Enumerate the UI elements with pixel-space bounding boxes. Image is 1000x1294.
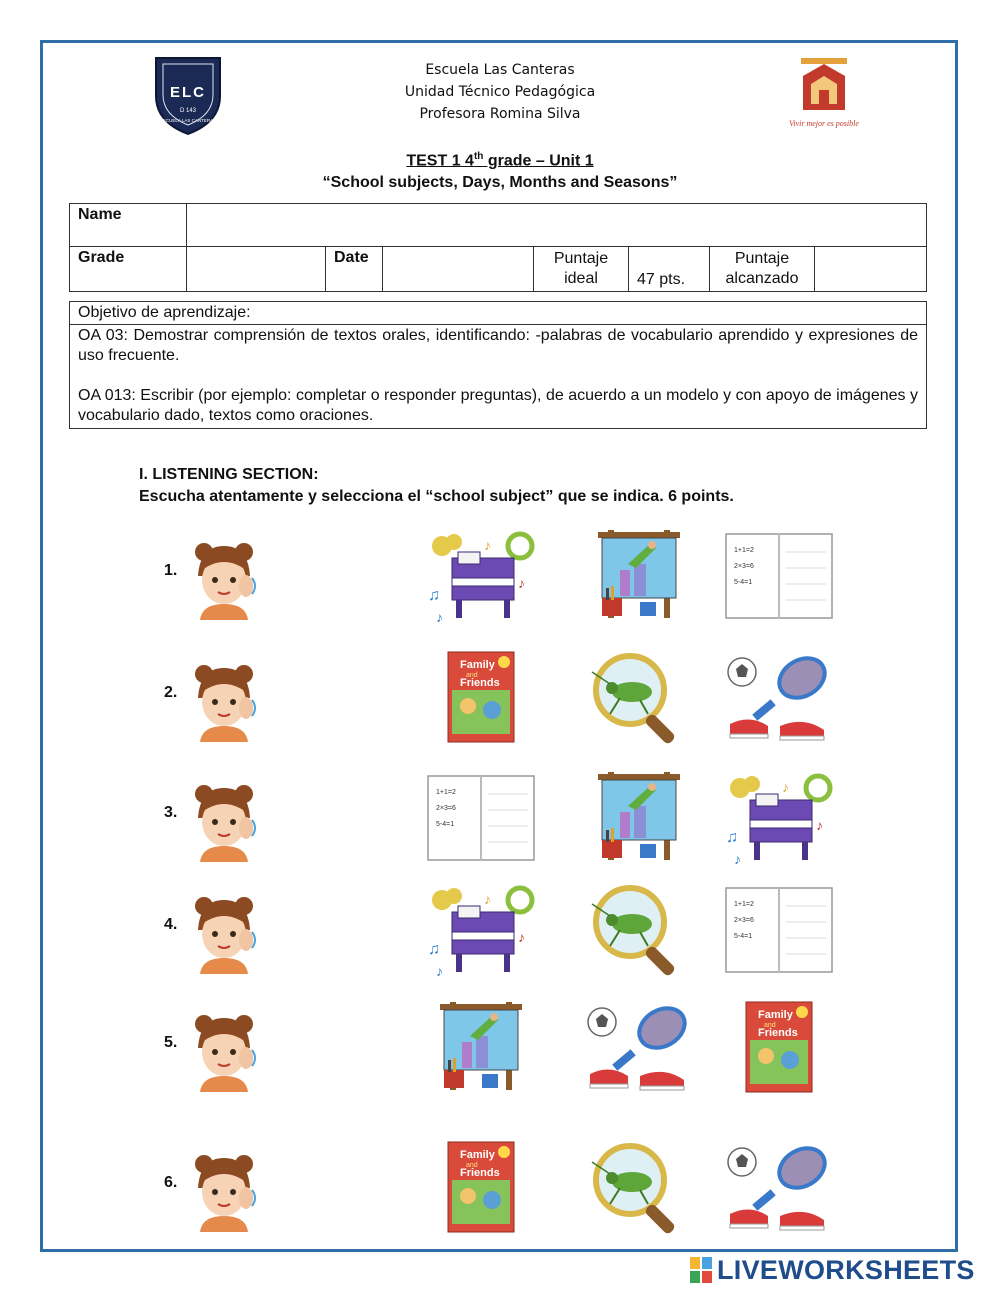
sports-pe-icon [720,650,838,746]
svg-text:5-4=1: 5-4=1 [436,821,455,828]
sports-pe-icon [580,1000,698,1096]
svg-text:Family: Family [460,1149,495,1161]
question-number: 5. [164,1034,178,1051]
listening-girl [188,658,260,742]
answer-option-music[interactable] [422,882,540,978]
test-subtitle: “School subjects, Days, Months and Seasons” [322,174,678,192]
learning-objectives [69,301,927,429]
answer-option-science[interactable] [580,882,698,978]
piano-music-icon [422,528,540,624]
listening-heading: I. LISTENING SECTION: [139,466,319,483]
answer-option-english[interactable] [422,650,540,746]
answer-option-pe[interactable] [720,1140,838,1236]
svg-text:2×3=6: 2×3=6 [734,563,754,570]
student-info-table [69,203,927,292]
piano-music-icon [422,882,540,978]
girl-listening-icon [188,1148,260,1232]
svg-text:Family: Family [758,1009,793,1021]
question-number: 6. [164,1174,178,1191]
svg-text:♪: ♪ [782,779,789,795]
easel-art-icon [422,1000,540,1096]
listening-girl [188,1008,260,1092]
school-logo-letters: ELC [170,84,206,101]
magnifier-science-icon [580,650,698,746]
listening-girl [188,536,260,620]
girl-listening-icon [188,890,260,974]
svg-text:♫: ♫ [428,941,440,958]
svg-text:5-4=1: 5-4=1 [734,579,753,586]
listening-section [139,464,734,508]
school-logo-ring-text: ESCUELA LAS CANTERAS [159,118,217,123]
svg-text:♫: ♫ [726,829,738,846]
question-number: 2. [164,684,178,701]
easel-art-icon [580,528,698,624]
svg-text:♪: ♪ [518,575,525,591]
objective-oa013: OA 013: Escribir (por ejemplo: completar o responder preguntas), de acuerdo a un modelo y con apoyo de imágenes y vocabulario dado, textos como oraciones. [78,387,918,424]
objective-oa03: OA 03: Demostrar comprensión de textos orales, identificando: -palabras de vocabulario aprendido y expresiones de uso frecuente. [78,327,918,364]
english-book-icon [422,650,540,746]
ideal-score-value: 47 pts. [629,247,710,292]
svg-text:2×3=6: 2×3=6 [436,805,456,812]
svg-text:5-4=1: 5-4=1 [734,933,753,940]
municipal-logo [784,58,864,132]
svg-text:and: and [466,1162,478,1169]
svg-text:♪: ♪ [436,609,443,624]
svg-text:♪: ♪ [484,891,491,907]
objectives-heading: Objetivo de aprendizaje: [70,302,926,325]
piano-music-icon [720,770,838,866]
name-field[interactable] [187,204,927,247]
english-book-icon [422,1140,540,1236]
question-number: 4. [164,916,178,933]
answer-option-pe[interactable] [580,1000,698,1096]
svg-text:and: and [466,672,478,679]
answer-option-math[interactable] [422,770,540,866]
svg-text:♪: ♪ [816,817,823,833]
svg-text:1+1=2: 1+1=2 [436,789,456,796]
grade-label: Grade [70,247,187,292]
svg-text:♪: ♪ [518,929,525,945]
svg-text:and: and [764,1022,776,1029]
unit-name: Unidad Técnico Pedagógica [404,84,596,100]
answer-option-science[interactable] [580,650,698,746]
svg-text:♪: ♪ [734,851,741,866]
question-row [140,882,900,982]
municipal-tagline: Vivir mejor es posible [789,119,859,128]
test-title [200,146,800,194]
listening-girl [188,1148,260,1232]
answer-option-math[interactable] [720,882,838,978]
teacher-name: Profesora Romina Silva [419,106,581,122]
achieved-score-field[interactable] [815,247,927,292]
svg-text:♫: ♫ [428,587,440,604]
answer-option-music[interactable] [720,770,838,866]
english-book-icon [720,1000,838,1096]
girl-listening-icon [188,1008,260,1092]
math-book-icon [422,770,540,866]
easel-art-icon [580,770,698,866]
svg-text:1+1=2: 1+1=2 [734,547,754,554]
girl-listening-icon [188,658,260,742]
school-shield-logo [150,52,226,136]
achieved-score-label: Puntaje alcanzado [710,247,815,292]
liveworksheets-watermark: LIVEWORKSHEETS [690,1254,975,1286]
question-row [140,770,900,870]
svg-text:♪: ♪ [484,537,491,553]
question-number: 3. [164,804,178,821]
svg-text:♪: ♪ [436,963,443,978]
girl-listening-icon [188,778,260,862]
math-book-icon [720,882,838,978]
answer-option-art[interactable] [580,528,698,624]
girl-listening-icon [188,536,260,620]
liveworksheets-logo-icon [690,1257,712,1283]
date-field[interactable] [383,247,534,292]
magnifier-science-icon [580,882,698,978]
listening-girl [188,890,260,974]
svg-text:Friends: Friends [460,677,500,689]
svg-text:1+1=2: 1+1=2 [734,901,754,908]
answer-option-pe[interactable] [720,650,838,746]
grade-field[interactable] [187,247,326,292]
school-name: Escuela Las Canteras [425,62,575,78]
answer-option-art[interactable] [422,1000,540,1096]
svg-text:Friends: Friends [758,1027,798,1039]
svg-text:Friends: Friends [460,1167,500,1179]
listening-instruction: Escucha atentamente y selecciona el “school subject” que se indica. 6 points. [139,488,734,505]
school-logo-code: D 143 [179,108,197,114]
question-row [140,1000,900,1100]
answer-option-math[interactable] [720,528,838,624]
magnifier-science-icon [580,1140,698,1236]
question-row [140,650,900,750]
answer-option-art[interactable] [580,770,698,866]
test-title-line: TEST 1 4th grade – Unit 1 [406,151,594,170]
ideal-score-label: Puntaje ideal [534,247,629,292]
answer-option-music[interactable] [422,528,540,624]
name-label: Name [70,204,187,247]
school-header [300,59,700,125]
sports-pe-icon [720,1140,838,1236]
question-row [140,1140,900,1240]
question-row [140,528,900,628]
municipal-house-icon [799,58,849,114]
listening-girl [188,778,260,862]
math-book-icon [720,528,838,624]
answer-option-science[interactable] [580,1140,698,1236]
svg-text:Family: Family [460,659,495,671]
svg-text:2×3=6: 2×3=6 [734,917,754,924]
answer-option-english[interactable] [422,1140,540,1236]
date-label: Date [326,247,383,292]
answer-option-english[interactable] [720,1000,838,1096]
question-number: 1. [164,562,178,579]
objectives-body [70,325,926,428]
